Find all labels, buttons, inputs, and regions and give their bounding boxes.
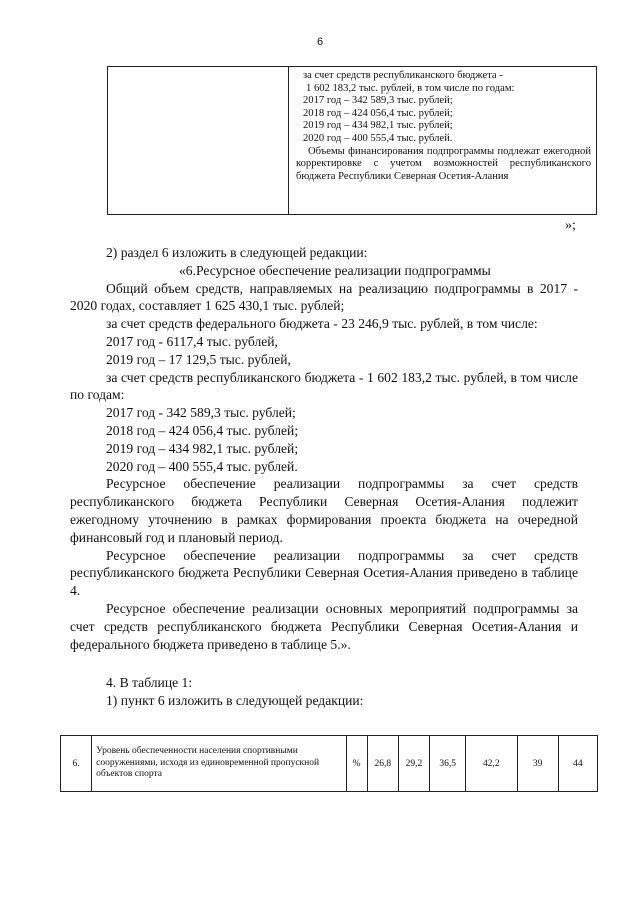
paragraph-republican: за счет средств республиканского бюджета - 1 602 183,2 тыс. рублей, в том числе по годам: — [70, 369, 578, 403]
row-number: 6. — [61, 736, 92, 792]
value-cell: 42,2 — [466, 736, 517, 792]
republican-year-line: 2017 год - 342 589,3 тыс. рублей; — [106, 405, 296, 421]
amendment-item-table1: 4. В таблице 1: — [106, 675, 193, 691]
federal-year-line: 2017 год - 6117,4 тыс. рублей, — [106, 333, 278, 349]
amendment-item: 2) раздел 6 изложить в следующей редакции: — [106, 245, 368, 260]
funding-line: за счет средств республиканского бюджета - — [303, 70, 503, 81]
paragraph-adjustment: Ресурсное обеспечение реализации подпрограммы за счет средств республиканского бюджета Республики Северная Осетия-Алания подлежит ежегодному уточнению в рамках формирования проекта бюджета на очередной финансовый год и плановый период. — [70, 476, 578, 545]
funding-note: Объемы финансирования подпрограммы подлежат ежегодной корректировке с учетом возможностей республиканского бюджета Республики Северная Осетия-Алания — [296, 145, 591, 182]
quote-close: »; — [565, 218, 576, 233]
funding-table-value-cell — [289, 67, 597, 215]
page-number: 6 — [316, 36, 324, 48]
republican-year-line: 2019 год – 434 982,1 тыс. рублей; — [106, 440, 299, 456]
document-body — [70, 244, 578, 710]
value-cell: 29,2 — [398, 736, 429, 792]
paragraph-total: Общий объем средств, направляемых на реализацию подпрограммы в 2017 - 2020 годах, составляет 1 625 430,1 тыс. рублей; — [70, 280, 578, 314]
value-cell: 26,8 — [367, 736, 398, 792]
republican-year-line: 2018 год – 424 056,4 тыс. рублей; — [106, 422, 299, 438]
indicator-description: Уровень обеспеченности населения спортивными сооружениями, исходя из единовременной пропускной объектов спорта — [92, 736, 346, 792]
funding-table-label-cell — [108, 67, 289, 215]
value-cell: 36,5 — [430, 736, 466, 792]
paragraph-table5: Ресурсное обеспечение реализации основных мероприятий подпрограммы за счет средств республиканского бюджета Республики Северная Осетия-Алания и федерального бюджета приведено в таблице 5.». — [70, 600, 578, 652]
federal-year-line: 2019 год – 17 129,5 тыс. рублей, — [106, 351, 291, 367]
funding-line: 2020 год – 400 555,4 тыс. рублей. — [303, 132, 453, 144]
republican-year-line: 2020 год – 400 555,4 тыс. рублей. — [106, 458, 298, 474]
value-cell: 39 — [517, 736, 558, 792]
value-cell: 44 — [558, 736, 597, 792]
amendment-subitem: 1) пункт 6 изложить в следующей редакции: — [106, 693, 364, 709]
section-title: «6.Ресурсное обеспечение реализации подпрограммы — [179, 262, 491, 278]
table-row — [61, 736, 598, 792]
unit-cell: % — [346, 736, 367, 792]
paragraph-federal: за счет средств федерального бюджета - 23 246,9 тыс. рублей, в том числе: — [106, 316, 538, 332]
funding-line: 1 602 183,2 тыс. рублей, в том числе по годам: — [306, 82, 515, 94]
funding-line: 2018 год – 424 056,4 тыс. рублей; — [303, 107, 453, 119]
paragraph-table4: Ресурсное обеспечение реализации подпрограммы за счет средств республиканского бюджета Республики Северная Осетия-Алания приведено в таблице 4. — [70, 547, 578, 599]
funding-line: 2017 год – 342 589,3 тыс. рублей; — [303, 95, 453, 107]
funding-line: 2019 год – 434 982,1 тыс. рублей; — [303, 120, 453, 132]
indicator-table — [60, 735, 598, 792]
funding-table — [107, 66, 597, 215]
